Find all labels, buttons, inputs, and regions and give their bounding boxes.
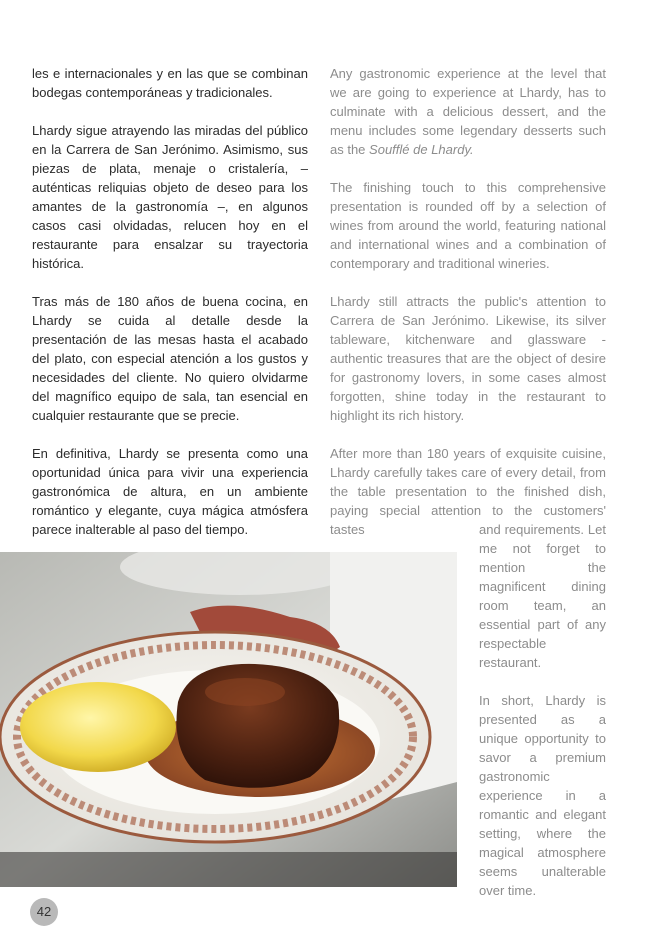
spanish-paragraph-4: En definitiva, Lhardy se presenta como una oportunidad única para vivir una experiencia gastronómica de altura, en un ambiente romántico y elegante, cuya mágica atmósfera parece inalterable al paso del tiempo. — [32, 446, 308, 537]
souffle-name: Soufflé de Lhardy. — [369, 142, 474, 157]
english-column — [330, 64, 606, 558]
dish-photo — [0, 552, 457, 887]
spanish-column — [32, 64, 308, 558]
potato-puree — [20, 682, 176, 772]
dark-foreground — [0, 852, 457, 887]
english-wrap-column — [479, 520, 606, 919]
english-paragraph-1 — [330, 64, 606, 159]
english-paragraph-4-wrap: and requirements. Let me not forget to mention the magnificent dining room team, an essential part of any respectable restaurant. — [479, 522, 606, 670]
spanish-paragraph-2: Lhardy sigue atrayendo las miradas del público en la Carrera de San Jerónimo. Asimismo, sus piezas de plata, menaje o cristalería, – auténticas reliquias objeto de deseo para los amantes de la gastronomía –, en algunos casos casi olvidadas, relucen hoy en el restaurante para ensalzar su trayectoria histórica. — [32, 123, 308, 271]
english-paragraph-5: In short, Lhardy is presented as a unique opportunity to savor a premium gastronomic experience in a romantic and elegant setting, where the magical atmosphere seems unalterable over time. — [479, 693, 606, 898]
page-number: 42 — [30, 898, 58, 926]
english-paragraph-4-top: After more than 180 years of exquisite cuisine, Lhardy carefully takes care of every detail, from the table presentation to the finished dish, paying special attention to the customers' tastes — [330, 446, 606, 537]
english-paragraph-2: The finishing touch to this comprehensive presentation is rounded off by a selection of wines from around the world, featuring national and international wines and a combination of contemporary and traditional wineries. — [330, 180, 606, 271]
english-paragraph-3: Lhardy still attracts the public's attention to Carrera de San Jerónimo. Likewise, its silver tableware, kitchenware and glassware - authentic treasures that are the object of desire for gastronomy lovers, in some cases almost forgotten, shine today in the restaurant to highlight its rich history. — [330, 294, 606, 423]
meat-glaze — [205, 678, 285, 706]
spanish-paragraph-3: Tras más de 180 años de buena cocina, en Lhardy se cuida al detalle desde la presentación de las mesas hasta el acabado del plato, con especial atención a los gustos y necesidades del cliente. No quiero olvidarme del magnífico equipo de sala, tan esencial en cualquier restaurante que se precie. — [32, 294, 308, 423]
spanish-paragraph-1: les e internacionales y en las que se combinan bodegas contemporáneas y tradicionales. — [32, 66, 308, 100]
english-paragraph-1-text: Any gastronomic experience at the level that we are going to experience at Lhardy, has to culminate with a delicious dessert, and the menu includes some legendary desserts such as the — [330, 66, 606, 157]
